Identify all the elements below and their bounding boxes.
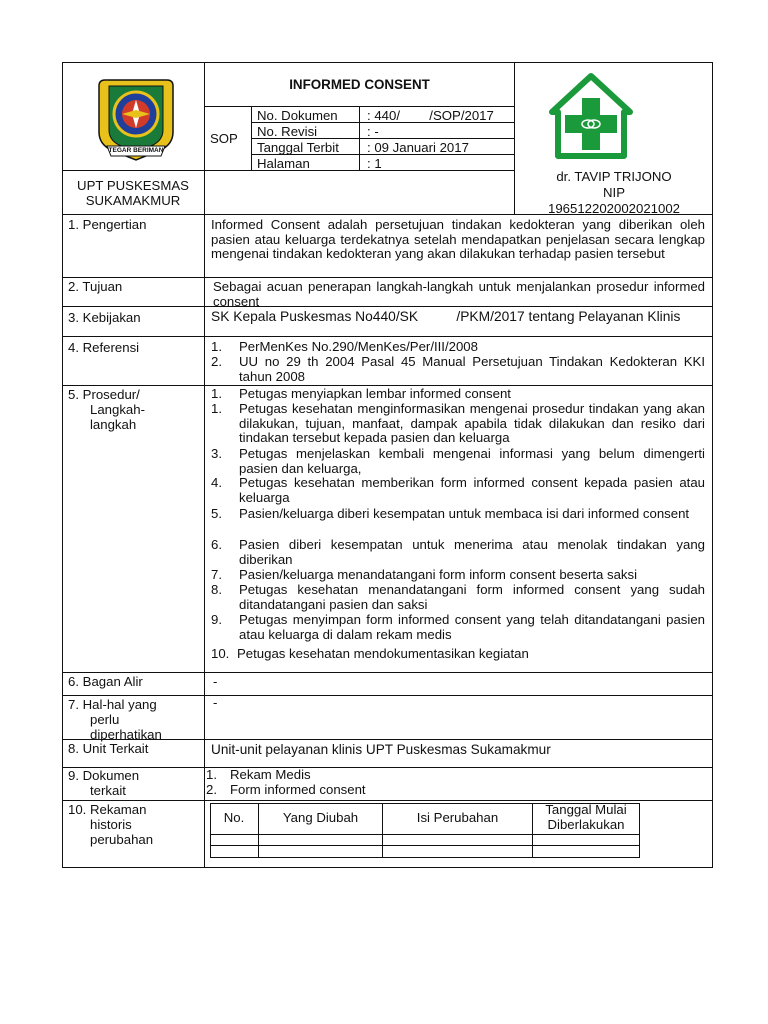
- prosedur-step-text: Petugas kesehatan memberikan form informed consent kepada pasien atau keluarga: [239, 475, 705, 505]
- dokumen-item-number: 2.: [206, 782, 217, 797]
- row-line-3: [62, 336, 713, 337]
- history-row-line-1: [210, 834, 640, 835]
- history-header-isi-perubahan: Isi Perubahan: [416, 810, 499, 825]
- referensi-item: [211, 340, 705, 355]
- prosedur-step: [211, 538, 705, 567]
- regency-motto: TEGAR BERIMAN: [108, 147, 164, 154]
- section-label-unit-terkait: 8. Unit Terkait: [68, 741, 149, 756]
- row-line-9: [62, 800, 713, 801]
- border-bottom: [62, 867, 713, 868]
- meta-label-no-revisi: No. Revisi: [257, 124, 318, 139]
- section-label-prosedur-line1: 5. Prosedur/: [68, 387, 140, 402]
- label-column-line: [204, 62, 205, 868]
- referensi-item-text: PerMenKes No.290/MenKes/Per/III/2008: [239, 339, 478, 354]
- history-col-line-3: [532, 803, 533, 858]
- prosedur-step: [211, 476, 705, 505]
- puskesmas-logo: [548, 72, 634, 162]
- meta-value-no-revisi: : -: [367, 124, 379, 139]
- prosedur-step-number: 3.: [211, 446, 222, 461]
- section-label-pengertian: 1. Pengertian: [68, 217, 147, 232]
- section-label-rekaman-line2: historis: [90, 817, 132, 832]
- section-label-tujuan: 2. Tujuan: [68, 279, 123, 294]
- section-label-dokumen-line1: 9. Dokumen: [68, 768, 140, 783]
- section-label-prosedur-line3: langkah: [90, 417, 137, 432]
- history-row-line-2: [210, 845, 640, 846]
- section-label-rekaman-line3: perubahan: [90, 832, 154, 847]
- puskesmas-cross-icon: [548, 72, 634, 162]
- org-name-line1: UPT PUSKESMAS: [77, 178, 189, 193]
- prosedur-step-text: Petugas menyimpan form informed consent yang telah ditandatangani pasien atau keluarga di dalam rekam medis: [239, 612, 705, 642]
- meta-value-no-dokumen: : 440/ /SOP/2017: [367, 108, 494, 123]
- prosedur-step-number: 8.: [211, 582, 222, 597]
- history-line-right: [639, 803, 640, 858]
- signer-nip-label: NIP: [603, 185, 625, 200]
- prosedur-step: [211, 568, 705, 583]
- signer-name: dr. TAVIP TRIJONO: [556, 169, 672, 184]
- row-line-6: [62, 695, 713, 696]
- prosedur-step-text: Petugas kesehatan mendokumentasikan kegiatan: [237, 646, 529, 661]
- prosedur-step: [211, 387, 705, 402]
- prosedur-step-number: 1.: [211, 386, 222, 401]
- section-label-hal-hal-line3: diperhatikan: [90, 727, 162, 742]
- history-header-no: No.: [223, 810, 245, 825]
- row-line-1: [62, 277, 713, 278]
- section-label-rekaman-line1: 10. Rekaman: [68, 802, 147, 817]
- history-header-yang-diubah: Yang Diubah: [282, 810, 359, 825]
- meta-value-halaman: : 1: [367, 156, 382, 171]
- section-label-bagan-alir: 6. Bagan Alir: [68, 674, 143, 689]
- prosedur-step: [211, 647, 705, 662]
- section-text-tujuan: Sebagai acuan penerapan langkah-langkah untuk menjalankan prosedur informed consent: [213, 279, 705, 309]
- prosedur-step-number: 1.: [211, 401, 222, 416]
- prosedur-step-text: Petugas kesehatan menandatangani form informed consent yang sudah ditandatangani pasien dan saksi: [239, 582, 705, 612]
- prosedur-step: [211, 613, 705, 642]
- prosedur-step-text: Pasien/keluarga diberi kesempatan untuk membaca isi dari informed consent: [239, 506, 690, 521]
- history-line-bottom: [210, 857, 640, 858]
- border-top: [62, 62, 713, 63]
- section-label-prosedur-line2: Langkah-: [90, 402, 145, 417]
- prosedur-step-number: 10.: [211, 646, 230, 661]
- referensi-item-number: 1.: [211, 339, 222, 354]
- history-header-tanggal: Tanggal Mulai Diberlakukan: [545, 802, 627, 832]
- prosedur-step-number: 7.: [211, 567, 222, 582]
- prosedur-step: [211, 402, 705, 446]
- org-name-line2: SUKAMAKMUR: [85, 193, 181, 208]
- prosedur-step: [211, 583, 705, 612]
- dokumen-item-text: Form informed consent: [230, 782, 366, 797]
- dokumen-item-text: Rekam Medis: [230, 767, 311, 782]
- prosedur-step-text: Petugas menjelaskan kembali mengenai informasi yang belum dimengerti pasien dan keluarga,: [239, 446, 705, 476]
- dokumen-item-number: 1.: [206, 767, 217, 782]
- prosedur-step-number: 9.: [211, 612, 222, 627]
- document-title: INFORMED CONSENT: [289, 77, 430, 92]
- meta-label-tanggal-terbit: Tanggal Terbit: [257, 140, 339, 155]
- section-label-dokumen-line2: terkait: [90, 783, 126, 798]
- sop-document: [62, 62, 713, 868]
- section-label-kebijakan: 3. Kebijakan: [68, 310, 141, 325]
- prosedur-step-number: 4.: [211, 475, 222, 490]
- dokumen-item: [206, 768, 506, 783]
- prosedur-step: [211, 507, 705, 522]
- prosedur-step: [211, 447, 705, 476]
- meta-label-no-dokumen: No. Dokumen: [257, 108, 338, 123]
- section-text-bagan-alir: -: [213, 674, 218, 689]
- dokumen-item: [206, 783, 506, 798]
- referensi-item-number: 2.: [211, 354, 222, 369]
- section-label-referensi: 4. Referensi: [68, 340, 140, 355]
- section-label-hal-hal-line1: 7. Hal-hal yang: [68, 697, 157, 712]
- prosedur-step-text: Petugas menyiapkan lembar informed consent: [239, 386, 511, 401]
- regency-logo: [97, 74, 175, 162]
- signer-nip: 196512202002021002: [547, 201, 681, 216]
- meta-value-tanggal-terbit: : 09 Januari 2017: [367, 140, 469, 155]
- sop-label: SOP: [210, 131, 238, 146]
- prosedur-step-number: 5.: [211, 506, 222, 521]
- section-label-hal-hal-line2: perlu: [90, 712, 120, 727]
- section-text-hal-hal: -: [213, 695, 218, 710]
- prosedur-step-text: Petugas kesehatan menginformasikan mengenai prosedur tindakan yang akan dilakukan, tujuan, manfaat, dampak apabila tidak dilakukan dan resiko dari tindakan tersebut kepada pasien dan keluarga: [239, 401, 705, 446]
- row-line-5: [62, 672, 713, 673]
- section-text-pengertian: Informed Consent adalah persetujuan tindakan kedokteran yang diberikan oleh pasien atau keluarga terdekatnya setelah mendapatkan penjelasan secara lengkap mengenai tindakan kedokteran yang akan dilakukan terhadap pasien tersebut: [211, 217, 705, 262]
- prosedur-step-text: Pasien/keluarga menandatangani form inform consent beserta saksi: [239, 567, 638, 582]
- revision-history-table: [210, 803, 640, 858]
- referensi-item: [211, 355, 705, 384]
- section-text-unit-terkait: Unit-unit pelayanan klinis UPT Puskesmas Sukamakmur: [211, 742, 551, 757]
- prosedur-step-number: 6.: [211, 537, 222, 552]
- referensi-item-text: UU no 29 th 2004 Pasal 45 Manual Persetujuan Tindakan Kedokteran KKI tahun 2008: [239, 354, 705, 384]
- section-text-kebijakan: SK Kepala Puskesmas No440/SK /PKM/2017 tentang Pelayanan Klinis: [211, 309, 681, 324]
- meta-label-halaman: Halaman: [257, 156, 310, 171]
- prosedur-step-text: Pasien diberi kesempatan untuk menerima atau menolak tindakan yang diberikan: [239, 537, 705, 567]
